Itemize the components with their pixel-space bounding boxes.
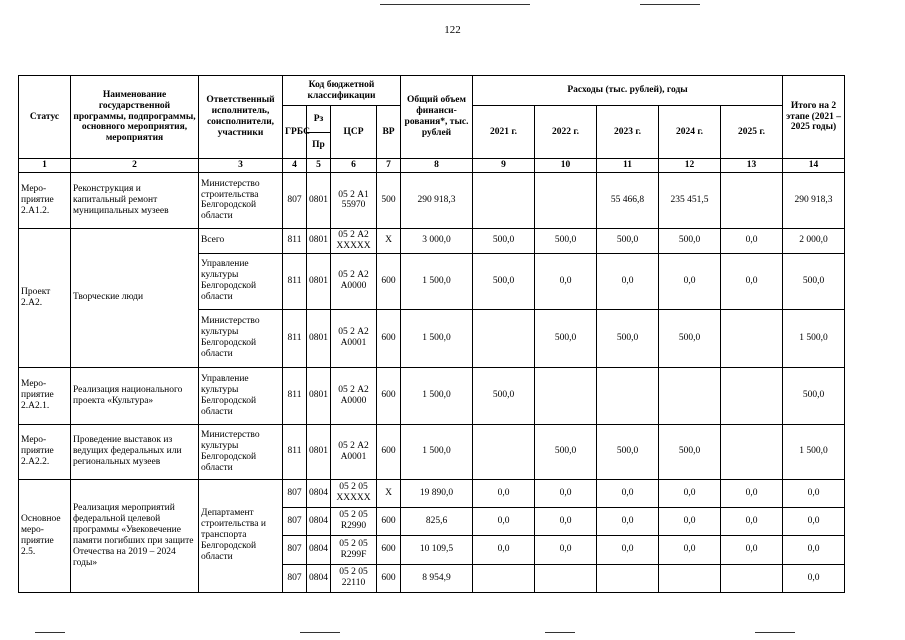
- column-number: 3: [199, 159, 283, 173]
- csr-cell: 05 2 05 22110: [331, 564, 377, 592]
- year-2021-cell: 500,0: [473, 228, 535, 253]
- year-2024-cell: 500,0: [659, 424, 721, 479]
- grbs-cell: 807: [283, 479, 307, 507]
- column-number: 12: [659, 159, 721, 173]
- status-cell: Меро-приятие 2.А1.2.: [19, 172, 71, 228]
- bottom-edge-mark: [35, 632, 65, 633]
- csr-cell: 05 2 05 R2990: [331, 507, 377, 535]
- status-cell: Меро-приятие 2.А2.1.: [19, 367, 71, 424]
- total-cell: 10 109,5: [401, 535, 473, 564]
- itogo-cell: 2 000,0: [783, 228, 845, 253]
- status-cell: Основное меро-приятие 2.5.: [19, 479, 71, 592]
- budget-code-header: Код бюджетной классификации: [283, 76, 401, 106]
- vr-cell: 600: [377, 253, 401, 309]
- status-cell: Проект 2.А2.: [19, 228, 71, 367]
- name-cell: Реализация мероприятий федеральной целевой программы «Увековечение памяти погибших при защите Отечества на 2019 – 2024 годы»: [71, 479, 199, 592]
- column-number: 9: [473, 159, 535, 173]
- vr-cell: 600: [377, 535, 401, 564]
- responsible-cell: Министерство строительства Белгородской области: [199, 172, 283, 228]
- year-2025-cell: 0,0: [721, 507, 783, 535]
- rzpr-cell: 0801: [307, 253, 331, 309]
- bottom-edge-mark: [755, 632, 795, 633]
- itogo-cell: 0,0: [783, 479, 845, 507]
- total-cell: 290 918,3: [401, 172, 473, 228]
- csr-cell: 05 2 А2 А0001: [331, 424, 377, 479]
- year-2023-cell: 55 466,8: [597, 172, 659, 228]
- bottom-edge-mark: [300, 632, 340, 633]
- table-row: [19, 367, 845, 424]
- responsible-cell: Министерство культуры Белгородской области: [199, 309, 283, 367]
- grbs-cell: 811: [283, 424, 307, 479]
- year-2024-cell: 0,0: [659, 535, 721, 564]
- responsible-cell: Управление культуры Белгородской области: [199, 367, 283, 424]
- year-2021-cell: [473, 424, 535, 479]
- itogo-cell: 500,0: [783, 367, 845, 424]
- year-2022-header: 2022 г.: [535, 106, 597, 159]
- year-2025-cell: [721, 424, 783, 479]
- year-2023-cell: 0,0: [597, 253, 659, 309]
- itogo-cell: 500,0: [783, 253, 845, 309]
- rzpr-cell: 0804: [307, 507, 331, 535]
- rzpr-cell: 0801: [307, 228, 331, 253]
- name-cell: Реконструкция и капитальный ремонт муниципальных музеев: [71, 172, 199, 228]
- grbs-cell: 811: [283, 253, 307, 309]
- rzpr-cell: 0801: [307, 172, 331, 228]
- year-2021-cell: 0,0: [473, 507, 535, 535]
- year-2025-cell: [721, 564, 783, 592]
- top-edge-mark: [380, 4, 530, 5]
- year-2023-cell: 0,0: [597, 535, 659, 564]
- column-number-row: [19, 159, 845, 173]
- year-2024-cell: 0,0: [659, 479, 721, 507]
- vr-header: ВР: [377, 106, 401, 159]
- year-2025-cell: [721, 367, 783, 424]
- itogo-header: Итого на 2 этапе (2021 – 2025 годы): [783, 76, 845, 159]
- column-number: 13: [721, 159, 783, 173]
- grbs-header: ГРБС: [283, 106, 307, 159]
- rzpr-cell: 0801: [307, 424, 331, 479]
- year-2022-cell: [535, 564, 597, 592]
- responsible-cell: Всего: [199, 228, 283, 253]
- name-cell: Реализация национального проекта «Культура»: [71, 367, 199, 424]
- table-row: [19, 228, 845, 253]
- responsible-cell: Министерство культуры Белгородской области: [199, 424, 283, 479]
- pr-header: Пр: [307, 133, 331, 159]
- column-number: 10: [535, 159, 597, 173]
- rzpr-cell: 0801: [307, 367, 331, 424]
- total-cell: 1 500,0: [401, 367, 473, 424]
- status-cell: Меро-приятие 2.А2.2.: [19, 424, 71, 479]
- year-2022-cell: 0,0: [535, 535, 597, 564]
- vr-cell: 500: [377, 172, 401, 228]
- vr-cell: 600: [377, 309, 401, 367]
- responsible-cell: Управление культуры Белгородской области: [199, 253, 283, 309]
- column-number: 1: [19, 159, 71, 173]
- itogo-cell: 0,0: [783, 535, 845, 564]
- name-cell: Творческие люди: [71, 228, 199, 367]
- bottom-edge-mark: [545, 632, 575, 633]
- name-header: Наименование государственной программы, подпрограммы, основного мероприятия, мероприятия: [71, 76, 199, 159]
- year-2021-cell: 500,0: [473, 253, 535, 309]
- column-number: 11: [597, 159, 659, 173]
- total-cell: 8 954,9: [401, 564, 473, 592]
- column-number: 5: [307, 159, 331, 173]
- year-2023-cell: 500,0: [597, 424, 659, 479]
- column-number: 14: [783, 159, 845, 173]
- year-2025-cell: [721, 309, 783, 367]
- table-row: [19, 172, 845, 228]
- grbs-cell: 807: [283, 535, 307, 564]
- year-2023-cell: [597, 367, 659, 424]
- total-cell: 1 500,0: [401, 424, 473, 479]
- year-2024-header: 2024 г.: [659, 106, 721, 159]
- itogo-cell: 290 918,3: [783, 172, 845, 228]
- itogo-cell: 1 500,0: [783, 424, 845, 479]
- year-2021-cell: 0,0: [473, 479, 535, 507]
- status-header: Статус: [19, 76, 71, 159]
- year-2025-cell: 0,0: [721, 535, 783, 564]
- year-2023-cell: 500,0: [597, 228, 659, 253]
- grbs-cell: 811: [283, 309, 307, 367]
- itogo-cell: 0,0: [783, 507, 845, 535]
- rz-header: Рз: [307, 106, 331, 133]
- name-cell: Проведение выставок из ведущих федеральных или региональных музеев: [71, 424, 199, 479]
- year-2025-cell: 0,0: [721, 479, 783, 507]
- responsible-header: Ответственный исполнитель, соисполнители, участники: [199, 76, 283, 159]
- year-2021-cell: 0,0: [473, 535, 535, 564]
- year-2025-cell: 0,0: [721, 253, 783, 309]
- vr-cell: 600: [377, 507, 401, 535]
- year-2023-header: 2023 г.: [597, 106, 659, 159]
- csr-cell: 05 2 А1 55970: [331, 172, 377, 228]
- budget-table: [18, 75, 845, 593]
- year-2023-cell: 0,0: [597, 507, 659, 535]
- year-2023-cell: [597, 564, 659, 592]
- year-2023-cell: 0,0: [597, 479, 659, 507]
- year-2025-cell: [721, 172, 783, 228]
- grbs-cell: 807: [283, 507, 307, 535]
- itogo-cell: 1 500,0: [783, 309, 845, 367]
- year-2022-cell: 500,0: [535, 309, 597, 367]
- column-number: 2: [71, 159, 199, 173]
- year-2025-header: 2025 г.: [721, 106, 783, 159]
- grbs-cell: 811: [283, 228, 307, 253]
- total-cell: 825,6: [401, 507, 473, 535]
- total-cell: 1 500,0: [401, 253, 473, 309]
- year-2021-cell: [473, 564, 535, 592]
- csr-cell: 05 2 05 R299F: [331, 535, 377, 564]
- header-row: [19, 76, 845, 106]
- year-2024-cell: [659, 367, 721, 424]
- vr-cell: Х: [377, 479, 401, 507]
- year-2022-cell: [535, 367, 597, 424]
- vr-cell: Х: [377, 228, 401, 253]
- rzpr-cell: 0804: [307, 535, 331, 564]
- table-row: [19, 424, 845, 479]
- table-row: [19, 479, 845, 507]
- total-cell: 1 500,0: [401, 309, 473, 367]
- page-number: 122: [444, 24, 461, 36]
- grbs-cell: 811: [283, 367, 307, 424]
- rzpr-cell: 0804: [307, 479, 331, 507]
- year-2022-cell: 0,0: [535, 253, 597, 309]
- vr-cell: 600: [377, 367, 401, 424]
- top-edge-mark: [640, 4, 700, 5]
- total-cell: 19 890,0: [401, 479, 473, 507]
- year-2022-cell: 500,0: [535, 228, 597, 253]
- year-2022-cell: [535, 172, 597, 228]
- grbs-cell: 807: [283, 172, 307, 228]
- year-2021-cell: [473, 172, 535, 228]
- year-2025-cell: 0,0: [721, 228, 783, 253]
- total-cell: 3 000,0: [401, 228, 473, 253]
- year-2024-cell: 235 451,5: [659, 172, 721, 228]
- column-number: 4: [283, 159, 307, 173]
- csr-cell: 05 2 05 ХХХХХ: [331, 479, 377, 507]
- year-2024-cell: [659, 564, 721, 592]
- year-2021-cell: 500,0: [473, 367, 535, 424]
- year-2022-cell: 500,0: [535, 424, 597, 479]
- year-2023-cell: 500,0: [597, 309, 659, 367]
- itogo-cell: 0,0: [783, 564, 845, 592]
- csr-cell: 05 2 А2 А0001: [331, 309, 377, 367]
- year-2021-header: 2021 г.: [473, 106, 535, 159]
- year-2022-cell: 0,0: [535, 507, 597, 535]
- year-2024-cell: 500,0: [659, 228, 721, 253]
- rzpr-cell: 0801: [307, 309, 331, 367]
- csr-cell: 05 2 А2 ХХХХХ: [331, 228, 377, 253]
- column-number: 6: [331, 159, 377, 173]
- vr-cell: 600: [377, 564, 401, 592]
- grbs-cell: 807: [283, 564, 307, 592]
- column-number: 8: [401, 159, 473, 173]
- year-2024-cell: 500,0: [659, 309, 721, 367]
- year-2022-cell: 0,0: [535, 479, 597, 507]
- year-2021-cell: [473, 309, 535, 367]
- csr-cell: 05 2 А2 А0000: [331, 253, 377, 309]
- vr-cell: 600: [377, 424, 401, 479]
- year-2024-cell: 0,0: [659, 507, 721, 535]
- csr-cell: 05 2 А2 А0000: [331, 367, 377, 424]
- responsible-cell: Департамент строительства и транспорта Белгородской области: [199, 479, 283, 592]
- total-volume-header: Общий объем финанси-рования*, тыс. рублей: [401, 76, 473, 159]
- csr-header: ЦСР: [331, 106, 377, 159]
- column-number: 7: [377, 159, 401, 173]
- year-2024-cell: 0,0: [659, 253, 721, 309]
- rzpr-cell: 0804: [307, 564, 331, 592]
- expenses-header: Расходы (тыс. рублей), годы: [473, 76, 783, 106]
